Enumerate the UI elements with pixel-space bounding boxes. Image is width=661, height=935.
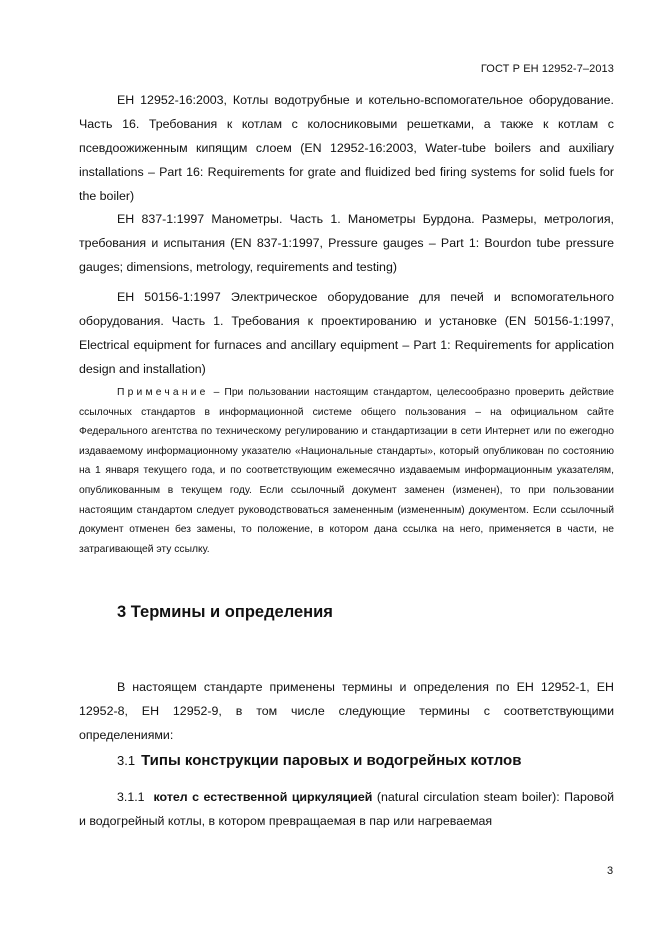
term-name: котел с естественной циркуляцией <box>153 790 373 804</box>
note-label: Примечание <box>117 387 209 398</box>
reference-en-837-1: ЕН 837-1:1997 Манометры. Часть 1. Манометры Бурдона. Размеры, метрология, требования и испытания (EN 837-1:1997, Pressure gauges – Part 1: Bourdon tube pressure gauges; dimensions, metrology, requirements and testing) <box>79 212 614 274</box>
term-definition-text: Паровой и водогрейный котлы, в котором превращаемая в пар или нагреваемая <box>79 790 615 828</box>
reference-en-12952-16: ЕН 12952-16:2003, Котлы водотрубные и котельно-вспомогательное оборудование. Часть 16. Требования к котлам с колосниковыми решетками, а также к котлам с псевдоожиженным кипящим слоем (EN 12952-16:2003, Water-tube boilers and auxiliary installations – Part 16: Requirements for grate and fluidized bed firing systems for solid fuels for the boiler) <box>79 93 614 203</box>
term-definition <box>79 785 614 833</box>
note-paragraph <box>79 383 614 559</box>
page-number: 3 <box>607 865 614 877</box>
subsection-number: 3.1 <box>117 753 136 768</box>
section-intro: В настоящем стандарте применены термины и определения по ЕН 12952-1, ЕН 12952-8, ЕН 12952-9, в том числе следующие термины с соответствующими определениями: <box>79 680 614 742</box>
subsection-heading <box>117 752 521 769</box>
document-code-header: ГОСТ Р ЕН 12952-7–2013 <box>480 63 614 75</box>
term-number: 3.1.1 <box>117 790 145 804</box>
note-text: – При пользовании настоящим стандартом, целесообразно проверить действие ссылочных стандартов в информационной системе общего пользования – на официальном сайте Федерального агентства по техническому регулированию и стандартизации в сети Интернет или по ежегодно издаваемому информационному указателю «Национальные стандарты», который опубликован по состоянию на 1 января текущего года, и по соответствующим ежемесячно издаваемым информационным указателям, опубликованным в текущем году. Если ссылочный документ заменен (изменен), то при пользовании настоящим стандартом следует руководствоваться замененным (измененным) документом. Если ссылочный документ отменен без замены, то положение, в котором дана ссылка на него, применяется в части, не затрагивающей эту ссылку. <box>79 387 614 555</box>
reference-en-50156-1: ЕН 50156-1:1997 Электрическое оборудование для печей и вспомогательного оборудования. Часть 1. Требования к проектированию и установке (EN 50156-1:1997, Electrical equipment for furnaces and ancillary equipment – Part 1: Requirements for application design and installation) <box>79 290 614 376</box>
section-heading: 3 Термины и определения <box>117 603 333 621</box>
subsection-title: Типы конструкции паровых и водогрейных котлов <box>141 752 522 769</box>
term-english: (natural circulation steam boiler): <box>372 790 560 804</box>
